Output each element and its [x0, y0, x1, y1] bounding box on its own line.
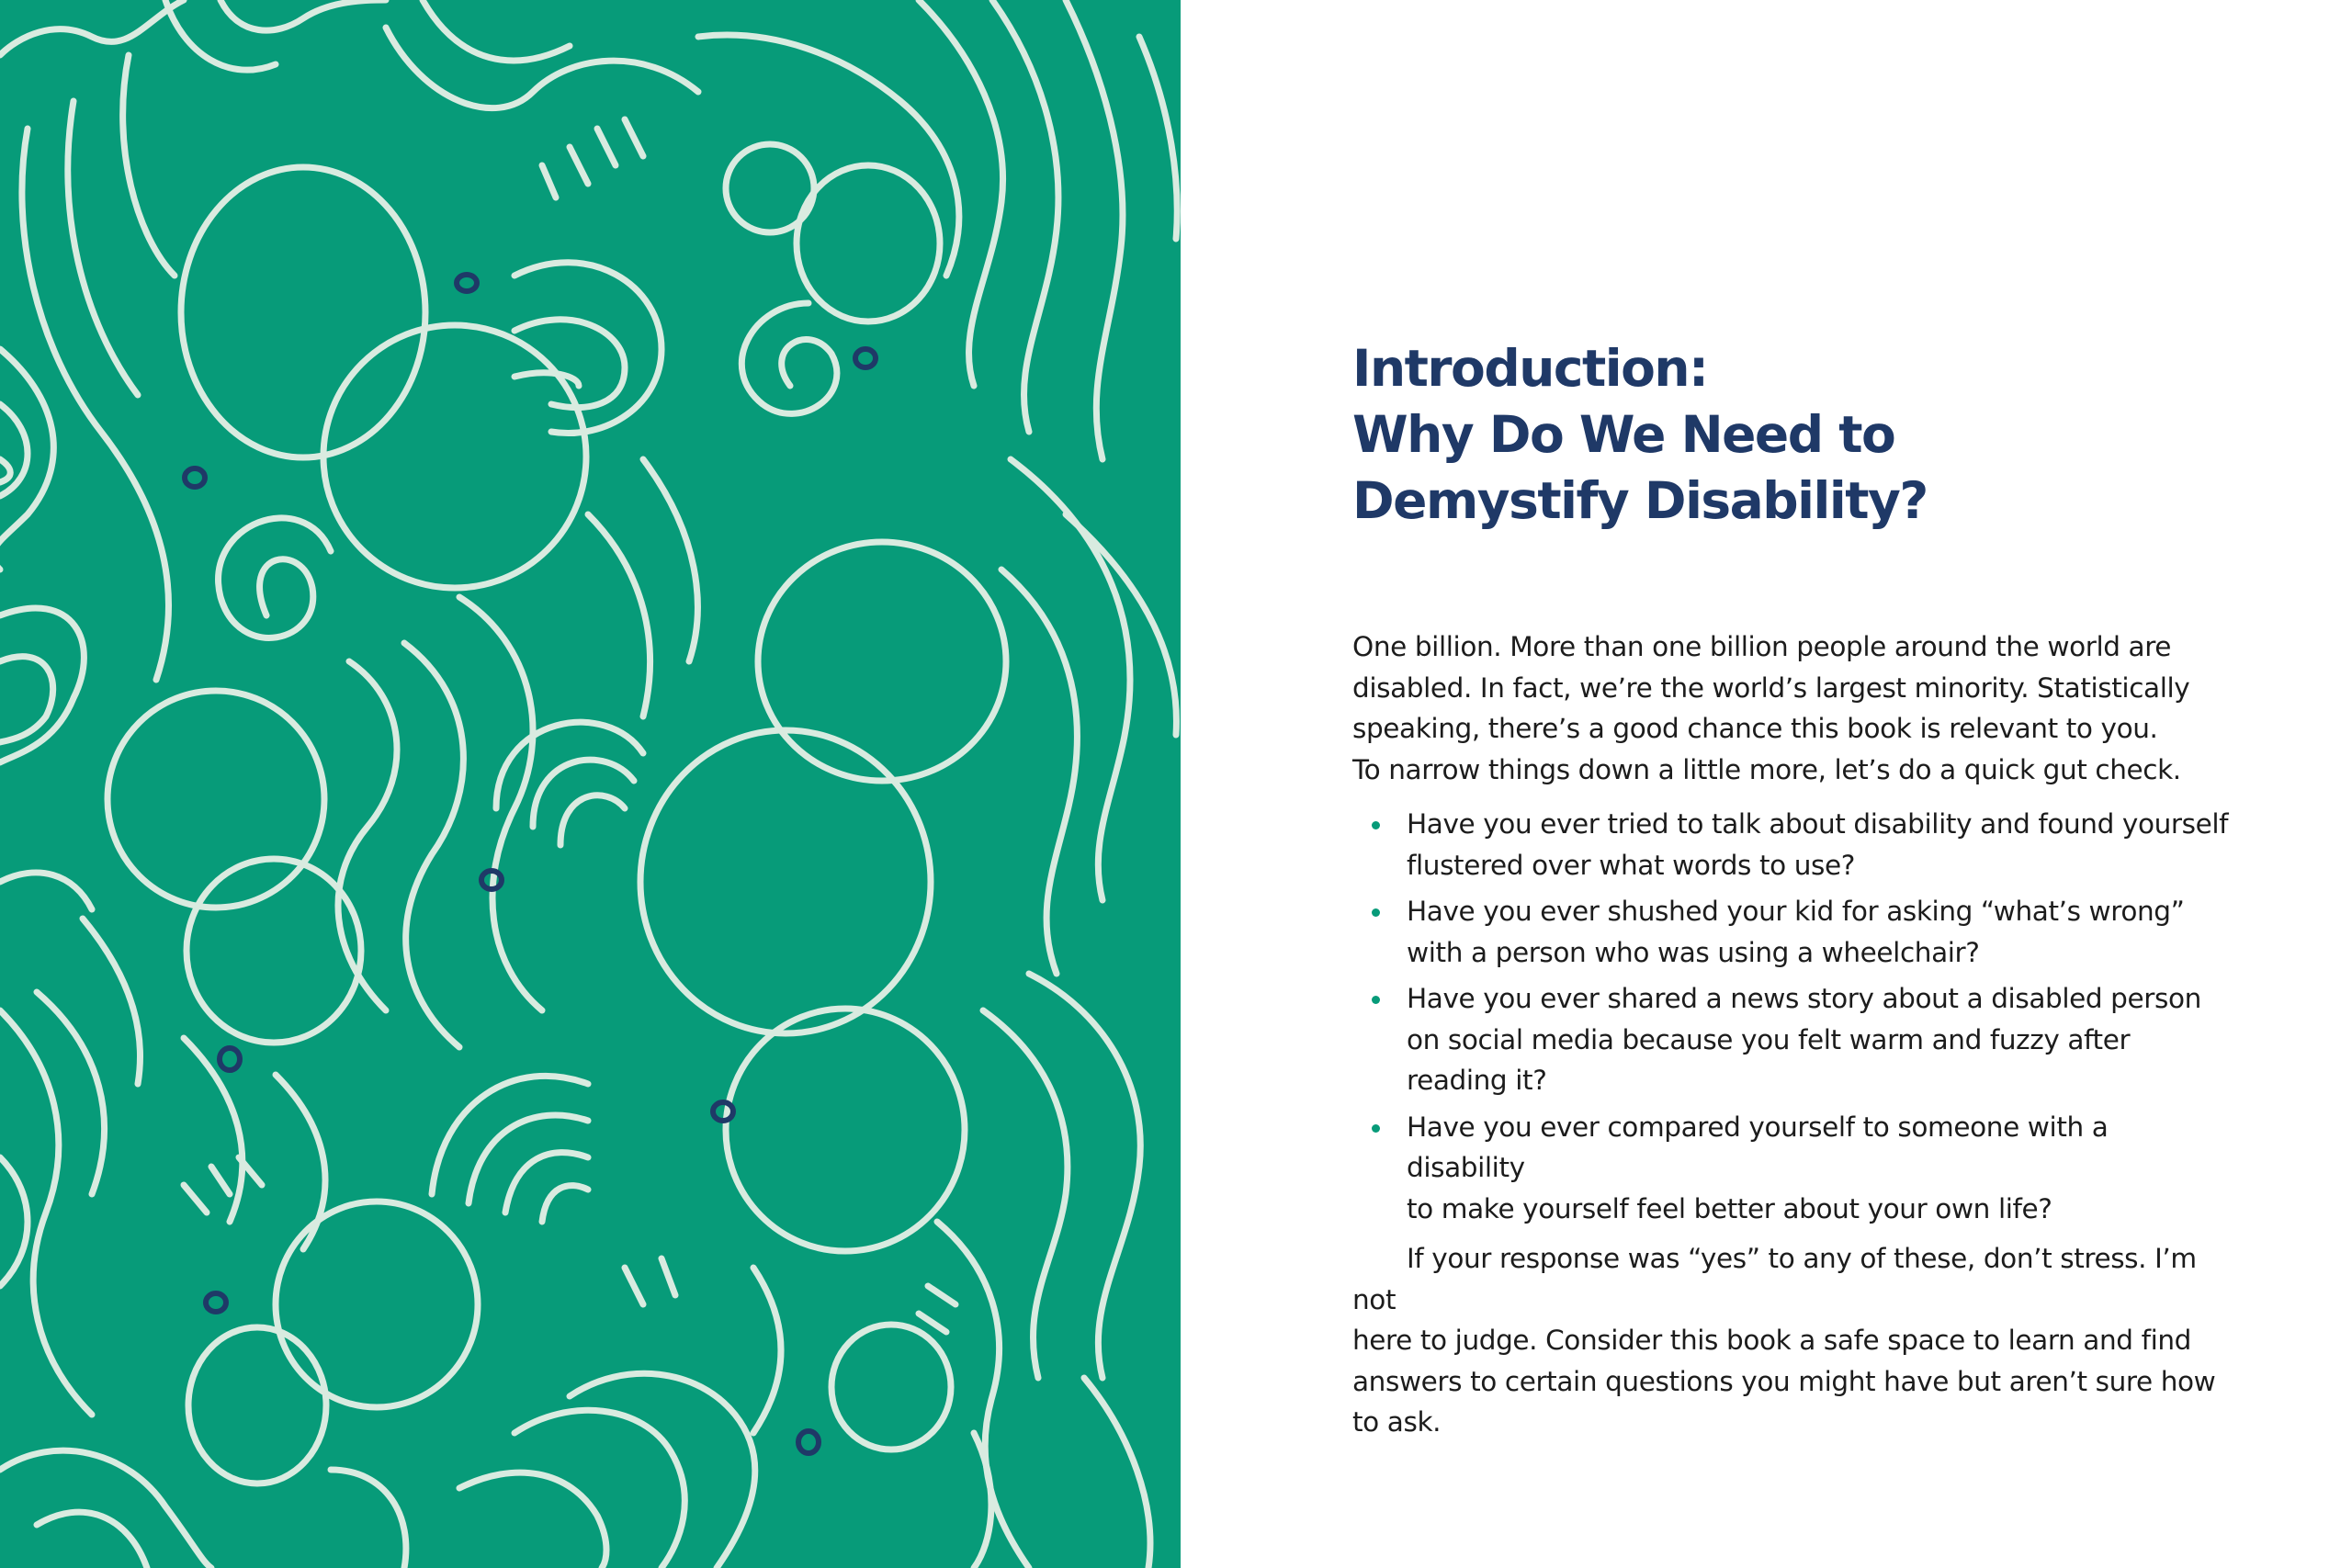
- list-item: [1352, 1107, 2234, 1230]
- text-line: If your response was “yes” to any of these, don’t stress. I’m not: [1352, 1243, 2197, 1315]
- bullet-dot-icon: [1372, 908, 1380, 917]
- text-line: Have you ever compared yourself to someone with a disability: [1407, 1111, 2109, 1183]
- chapter-heading: [1352, 335, 2179, 534]
- list-item: [1352, 978, 2234, 1101]
- heading-line: Introduction:: [1352, 339, 1708, 398]
- text-line: answers to certain questions you might have but aren’t sure how: [1352, 1365, 2216, 1397]
- text-line: Have you ever shared a news story about a disabled person: [1407, 983, 2201, 1014]
- text-line: with a person who was using a wheelchair?: [1407, 936, 1980, 968]
- text-line: on social media because you felt warm and fuzzy after: [1407, 1023, 2131, 1055]
- question-list: [1352, 804, 2234, 1229]
- text-line: speaking, there’s a good chance this book is relevant to you.: [1352, 713, 2158, 744]
- body-copy: [1352, 626, 2234, 1443]
- text-line: Have you ever tried to talk about disability and found yourself: [1407, 808, 2229, 840]
- text-line: One billion. More than one billion people around the world are: [1352, 631, 2172, 662]
- text-page: [1352, 0, 2234, 1568]
- text-line: to ask.: [1352, 1406, 1442, 1438]
- text-line: here to judge. Consider this book a safe space to learn and find: [1352, 1325, 2191, 1356]
- bullet-dot-icon: [1372, 821, 1380, 829]
- list-item: [1352, 891, 2234, 973]
- text-line: Have you ever shushed your kid for asking “what’s wrong”: [1407, 896, 2185, 927]
- list-item: [1352, 804, 2234, 886]
- text-line: disabled. In fact, we’re the world’s largest minority. Statistically: [1352, 671, 2190, 704]
- text-line: to make yourself feel better about your own life?: [1407, 1192, 2052, 1224]
- bullet-dot-icon: [1372, 996, 1380, 1004]
- text-line: To narrow things down a little more, let’s do a quick gut check.: [1352, 753, 2181, 785]
- closing-paragraph: [1352, 1238, 2234, 1443]
- text-line: reading it?: [1407, 1065, 1547, 1096]
- intro-paragraph: [1352, 626, 2234, 790]
- text-line: flustered over what words to use?: [1407, 849, 1856, 881]
- heading-line: Why Do We Need to: [1352, 405, 1895, 464]
- heading-line: Demystify Disability?: [1352, 471, 1928, 530]
- bullet-dot-icon: [1372, 1124, 1380, 1133]
